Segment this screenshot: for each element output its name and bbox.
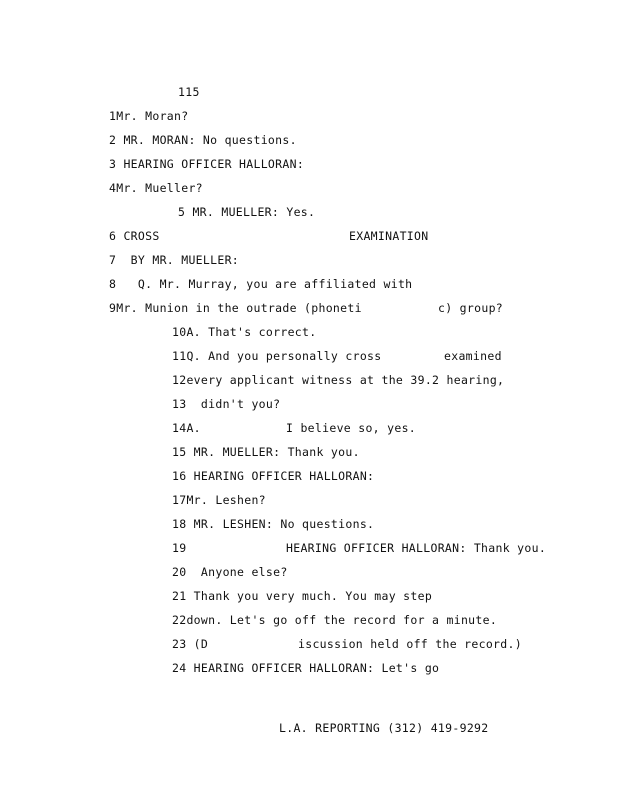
- transcript-line-12: 12every applicant witness at the 39.2 hearing,: [172, 373, 505, 387]
- transcript-line-15: 15 MR. MUELLER: Thank you.: [172, 445, 360, 459]
- transcript-line-20: 20 Anyone else?: [172, 565, 288, 579]
- transcript-line-5: 5 MR. MUELLER: Yes.: [178, 205, 316, 219]
- transcript-line-13: 13 didn't you?: [172, 397, 281, 411]
- transcript-line-14b: I believe so, yes.: [286, 421, 417, 435]
- transcript-line-18: 18 MR. LESHEN: No questions.: [172, 517, 375, 531]
- transcript-line-4: 4Mr. Mueller?: [109, 181, 203, 195]
- transcript-line-24: 24 HEARING OFFICER HALLORAN: Let's go: [172, 661, 440, 675]
- transcript-line-23b: iscussion held off the record.): [298, 637, 522, 651]
- transcript-line-8: 8 Q. Mr. Murray, you are affiliated with: [109, 277, 413, 291]
- transcript-line-1: 1Mr. Moran?: [109, 109, 189, 123]
- transcript-line-21: 21 Thank you very much. You may step: [172, 589, 433, 603]
- transcript-line-6b: EXAMINATION: [349, 229, 429, 243]
- transcript-line-22: 22down. Let's go off the record for a minute.: [172, 613, 498, 627]
- transcript-line-16: 16 HEARING OFFICER HALLORAN:: [172, 469, 375, 483]
- page-number: 115: [178, 85, 200, 99]
- transcript-line-6a: 6 CROSS: [109, 229, 160, 243]
- transcript-line-3: 3 HEARING OFFICER HALLORAN:: [109, 157, 305, 171]
- transcript-line-7: 7 BY MR. MUELLER:: [109, 253, 240, 267]
- transcript-line-9b: c) group?: [438, 301, 504, 315]
- footer-reporting: L.A. REPORTING (312) 419-9292: [279, 721, 489, 735]
- transcript-line-19a: 19: [172, 541, 187, 555]
- transcript-line-9a: 9Mr. Munion in the outrade (phoneti: [109, 301, 362, 315]
- transcript-line-2: 2 MR. MORAN: No questions.: [109, 133, 297, 147]
- transcript-line-17: 17Mr. Leshen?: [172, 493, 266, 507]
- transcript-line-19b: HEARING OFFICER HALLORAN: Thank you.: [286, 541, 547, 555]
- transcript-line-14a: 14A.: [172, 421, 201, 435]
- transcript-line-10: 10A. That's correct.: [172, 325, 317, 339]
- transcript-line-23a: 23 (D: [172, 637, 209, 651]
- transcript-line-11a: 11Q. And you personally cross: [172, 349, 382, 363]
- transcript-line-11b: examined: [444, 349, 502, 363]
